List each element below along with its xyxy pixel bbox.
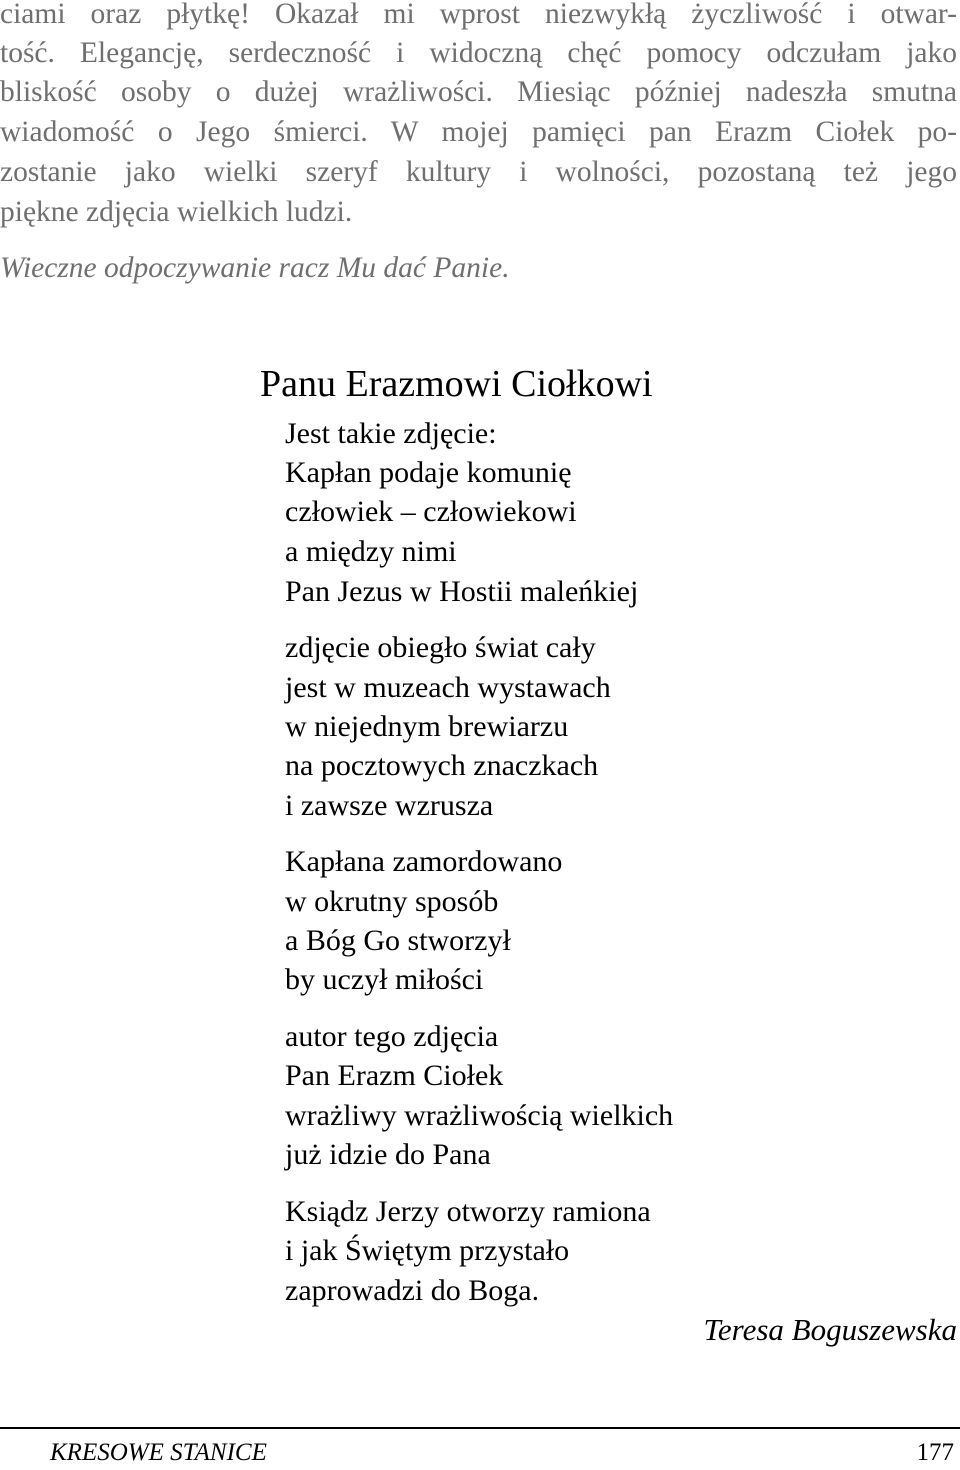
verse-line: zaprowadzi do Boga.	[285, 1274, 540, 1307]
verse-line: zdjęcie obiegło świat cały	[285, 631, 596, 664]
verse-line: a Bóg Go stworzył	[285, 924, 511, 957]
verse-line: by uczył miłości	[285, 963, 484, 996]
verse-line: wrażliwy wrażliwością wielkich	[285, 1099, 674, 1132]
verse-line: w okrutny sposób	[285, 885, 499, 918]
prose-line: wiadomość o Jego śmierci. W mojej pamięci pan Erazm Ciołek po-	[0, 116, 957, 148]
prose-line: bliskość osoby o dużej wrażliwości. Miesiąc później nadeszła smutna	[0, 76, 957, 108]
verse-line: Pan Erazm Ciołek	[285, 1059, 504, 1092]
poem-title: Panu Erazmowi Ciołkowi	[260, 363, 653, 405]
running-footer-title: KRESOWE STANICE	[50, 1439, 267, 1466]
verse-line: Pan Jezus w Hostii maleńkiej	[285, 575, 639, 608]
page-number: 177	[916, 1439, 954, 1466]
poem-author: Teresa Boguszewska	[703, 1312, 957, 1347]
verse-line: człowiek – człowiekowi	[285, 495, 577, 528]
verse-line: a między nimi	[285, 535, 457, 568]
verse-line: autor tego zdjęcia	[285, 1020, 499, 1053]
footer-divider	[0, 1427, 960, 1429]
verse-line: na pocztowych znaczkach	[285, 749, 599, 782]
verse-line: Kapłana zamordowano	[285, 845, 563, 878]
verse-line: już idzie do Pana	[285, 1138, 491, 1171]
verse-line: Ksiądz Jerzy otworzy ramiona	[285, 1195, 651, 1228]
verse-line: w niejednym brewiarzu	[285, 710, 569, 743]
prose-line: tość. Elegancję, serdeczność i widoczną chęć pomocy odczułam jako	[0, 37, 957, 69]
prose-line: zostanie jako wielki szeryf kultury i wolności, pozostaną też jego	[0, 156, 957, 188]
verse-line: Jest takie zdjęcie:	[285, 417, 497, 450]
verse-line: jest w muzeach wystawach	[285, 671, 611, 704]
verse-line: Kapłan podaje komunię	[285, 456, 572, 489]
prose-line: piękne zdjęcia wielkich ludzi.	[0, 196, 353, 228]
verse-line: i jak Świętym przystało	[285, 1234, 570, 1267]
prose-line: ciami oraz płytkę! Okazał mi wprost niezwykłą życzliwość i otwar-	[0, 0, 957, 30]
closing-prayer: Wieczne odpoczywanie racz Mu dać Panie.	[0, 252, 510, 284]
verse-line: i zawsze wzrusza	[285, 789, 494, 822]
